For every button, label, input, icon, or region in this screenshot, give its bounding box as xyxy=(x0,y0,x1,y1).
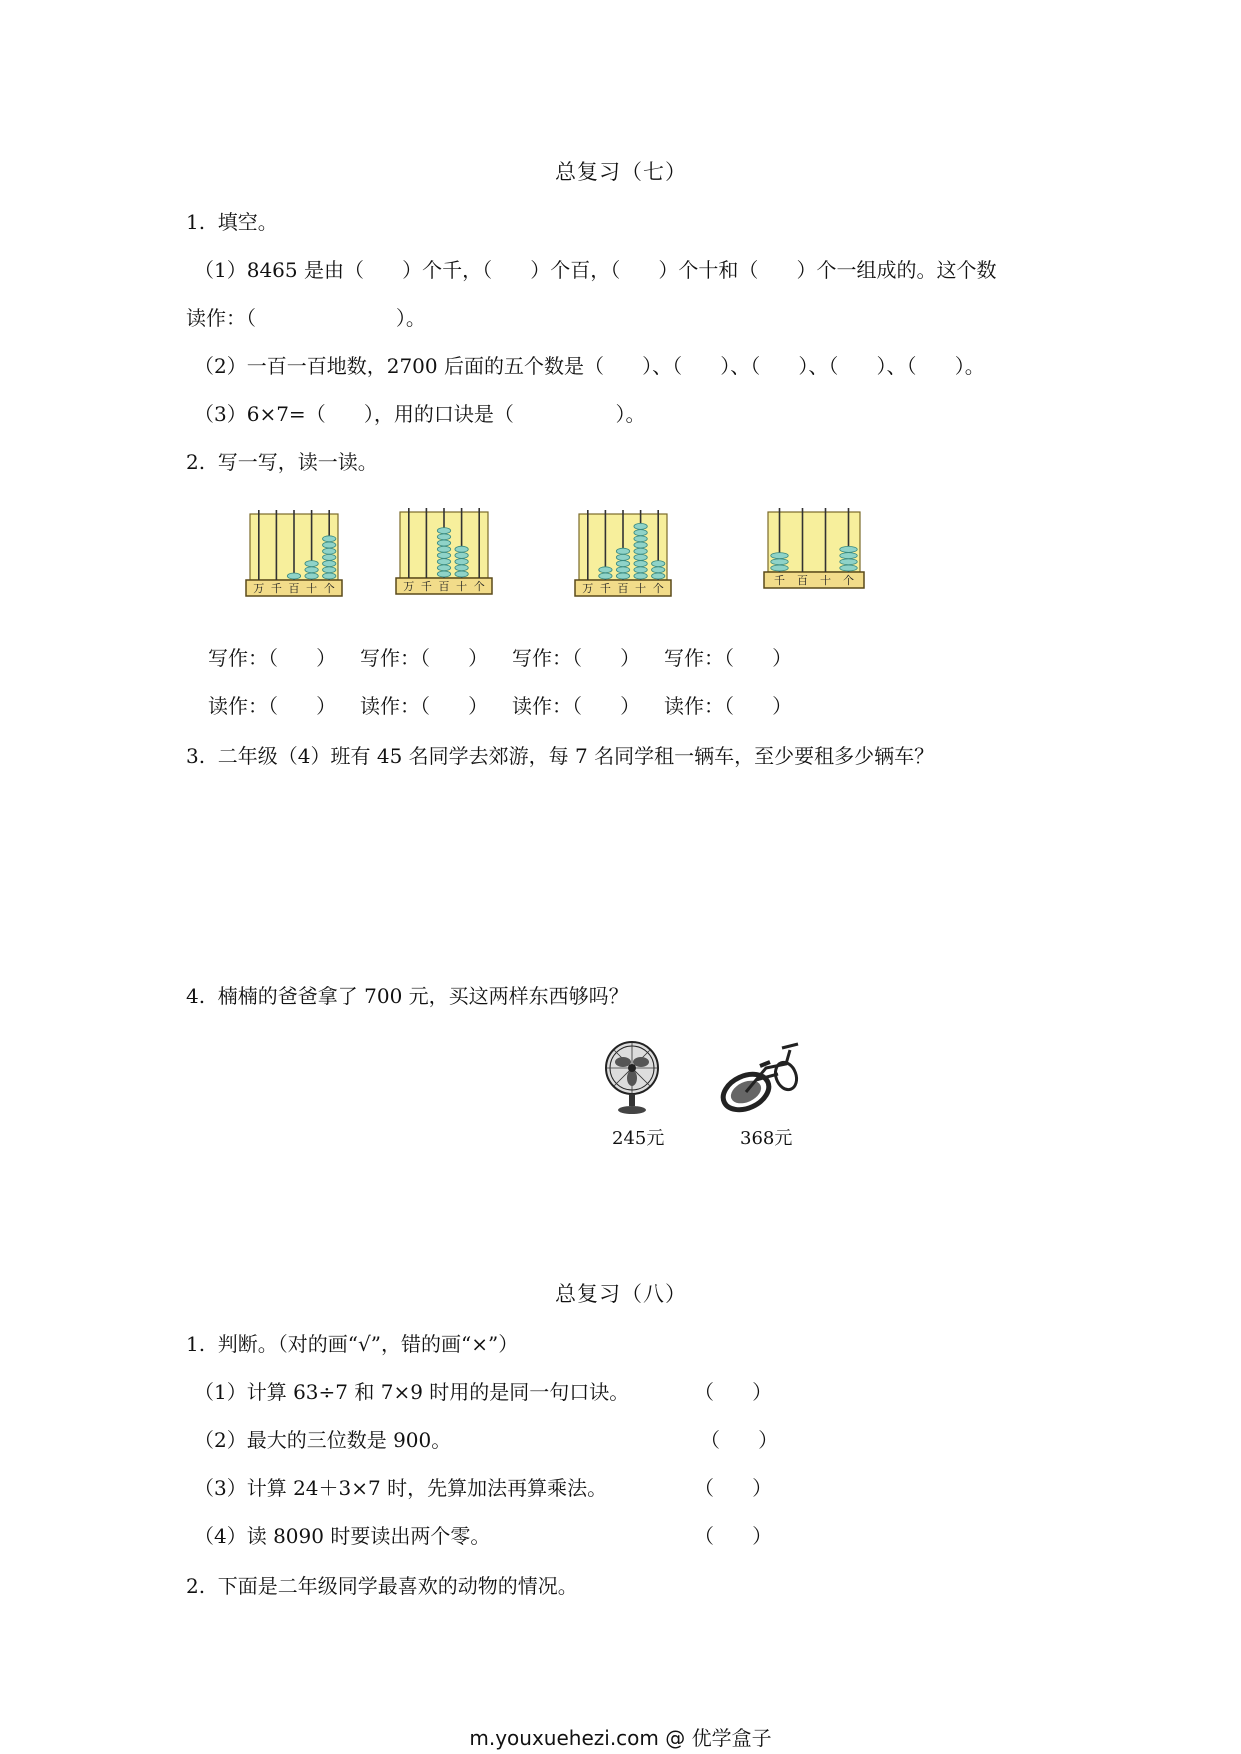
review7-title: 总复习（七） xyxy=(555,160,687,184)
bicycle-price: 368元 xyxy=(740,1128,793,1149)
review7-q4: 4. 楠楠的爸爸拿了 700 元，买这两样东西够吗？ xyxy=(186,984,629,1008)
abacus-bead xyxy=(323,573,336,579)
write-answer-3[interactable]: 写作：（ ） xyxy=(512,646,641,670)
abacus-bead xyxy=(634,530,647,536)
abacus-place-label: 个 xyxy=(473,580,485,593)
abacus-place-label: 十 xyxy=(456,580,468,593)
abacus-bead xyxy=(771,553,788,559)
judge-blank-1[interactable]: （ ） xyxy=(694,1380,773,1404)
abacus-bead xyxy=(634,554,647,560)
abacus-bead xyxy=(634,523,647,529)
abacus-bead xyxy=(634,573,647,579)
abacus-2 xyxy=(394,506,494,596)
abacus-3 xyxy=(573,508,673,598)
abacus-bead xyxy=(305,573,318,579)
abacus-place-label: 千 xyxy=(774,574,785,587)
abacus-place-label: 万 xyxy=(253,582,265,595)
review7-q2-heading: 2. 写一写，读一读。 xyxy=(186,450,378,474)
review7-q1-s2: （2）一百一百地数，2700 后面的五个数是（ ）、（ ）、（ ）、（ ）、（ ）。 xyxy=(194,354,985,378)
fan-icon xyxy=(602,1040,662,1116)
abacus-bead xyxy=(634,542,647,548)
write-answer-4[interactable]: 写作：（ ） xyxy=(664,646,793,670)
write-answer-1[interactable]: 写作：（ ） xyxy=(208,646,337,670)
abacus-bead xyxy=(437,546,450,552)
abacus-bead xyxy=(840,565,857,571)
abacus-place-label: 百 xyxy=(438,580,450,593)
read-answer-1[interactable]: 读作：（ ） xyxy=(208,694,337,718)
abacus-place-label: 百 xyxy=(617,582,629,595)
abacus-bead xyxy=(305,561,318,567)
abacus-bead xyxy=(287,573,300,579)
abacus-place-label: 个 xyxy=(652,582,664,595)
read-answer-3[interactable]: 读作：（ ） xyxy=(512,694,641,718)
abacus-4 xyxy=(762,506,866,590)
abacus-bead xyxy=(634,567,647,573)
abacus-bead xyxy=(616,554,629,560)
abacus-bead xyxy=(616,561,629,567)
read-answer-2[interactable]: 读作：（ ） xyxy=(360,694,489,718)
abacus-place-label: 百 xyxy=(797,574,808,587)
abacus-place-label: 千 xyxy=(420,580,432,593)
abacus-bead xyxy=(634,561,647,567)
abacus-place-label: 千 xyxy=(599,582,611,595)
abacus-bead xyxy=(323,554,336,560)
abacus-place-label: 十 xyxy=(635,582,647,595)
abacus-place-label: 十 xyxy=(306,582,318,595)
read-answer-4[interactable]: 读作：（ ） xyxy=(664,694,793,718)
judge-blank-3[interactable]: （ ） xyxy=(694,1476,773,1500)
abacus-bead xyxy=(437,571,450,577)
abacus-bead xyxy=(323,536,336,542)
abacus-bead xyxy=(840,546,857,552)
abacus-bead xyxy=(437,552,450,558)
abacus-place-label: 个 xyxy=(843,574,854,587)
abacus-bead xyxy=(634,536,647,542)
abacus-1 xyxy=(244,508,344,598)
abacus-bead xyxy=(652,573,665,579)
footer-watermark: m.youxuehezi.com @ 优学盒子 xyxy=(469,1726,772,1750)
abacus-bead xyxy=(455,565,468,571)
judge-item-2: （2）最大的三位数是 900。 xyxy=(194,1428,452,1452)
abacus-bead xyxy=(616,573,629,579)
abacus-place-label: 千 xyxy=(270,582,282,595)
abacus-bead xyxy=(840,559,857,565)
abacus-bead xyxy=(305,567,318,573)
judge-blank-2[interactable]: （ ） xyxy=(700,1428,779,1452)
write-answer-2[interactable]: 写作：（ ） xyxy=(360,646,489,670)
abacus-bead xyxy=(455,571,468,577)
bicycle-icon xyxy=(716,1038,806,1118)
abacus-bead xyxy=(437,528,450,534)
abacus-bead xyxy=(616,548,629,554)
review7-q1-heading: 1. 填空。 xyxy=(186,210,278,234)
abacus-bead xyxy=(652,567,665,573)
review8-q2: 2. 下面是二年级同学最喜欢的动物的情况。 xyxy=(186,1574,578,1598)
review7-q3: 3. 二年级（4）班有 45 名同学去郊游，每 7 名同学租一辆车，至少要租多少辆车？ xyxy=(186,744,935,768)
abacus-bead xyxy=(437,565,450,571)
abacus-place-label: 个 xyxy=(323,582,335,595)
judge-item-4: （4）读 8090 时要读出两个零。 xyxy=(194,1524,491,1548)
review7-q1-s3: （3）6×7=（ ），用的口诀是（ ）。 xyxy=(194,402,646,426)
abacus-place-label: 百 xyxy=(288,582,300,595)
abacus-bead xyxy=(323,561,336,567)
abacus-bead xyxy=(437,534,450,540)
abacus-bead xyxy=(437,540,450,546)
review8-q1-heading: 1. 判断。（对的画“√”，错的画“×”） xyxy=(186,1332,519,1356)
review8-title: 总复习（八） xyxy=(555,1282,687,1306)
abacus-bead xyxy=(323,567,336,573)
abacus-bead xyxy=(323,548,336,554)
abacus-bead xyxy=(455,552,468,558)
abacus-bead xyxy=(437,559,450,565)
abacus-bead xyxy=(599,567,612,573)
abacus-bead xyxy=(771,565,788,571)
abacus-bead xyxy=(652,561,665,567)
abacus-bead xyxy=(455,546,468,552)
abacus-place-label: 万 xyxy=(582,582,594,595)
fan-price: 245元 xyxy=(612,1128,665,1149)
abacus-bead xyxy=(455,559,468,565)
abacus-bead xyxy=(634,548,647,554)
abacus-bead xyxy=(616,567,629,573)
abacus-bead xyxy=(599,573,612,579)
judge-item-1: （1）计算 63÷7 和 7×9 时用的是同一句口诀。 xyxy=(194,1380,630,1404)
review7-q1-s1-line1: （1）8465 是由（ ）个千，（ ）个百，（ ）个十和（ ）个一组成的。这个数 xyxy=(194,258,997,282)
review7-q1-s1-line2: 读作：（ ）。 xyxy=(186,306,426,330)
abacus-place-label: 十 xyxy=(820,574,831,587)
abacus-bead xyxy=(771,559,788,565)
abacus-bead xyxy=(840,553,857,559)
abacus-place-label: 万 xyxy=(403,580,415,593)
judge-blank-4[interactable]: （ ） xyxy=(694,1524,773,1548)
judge-item-3: （3）计算 24＋3×7 时，先算加法再算乘法。 xyxy=(194,1476,608,1500)
abacus-bead xyxy=(323,542,336,548)
